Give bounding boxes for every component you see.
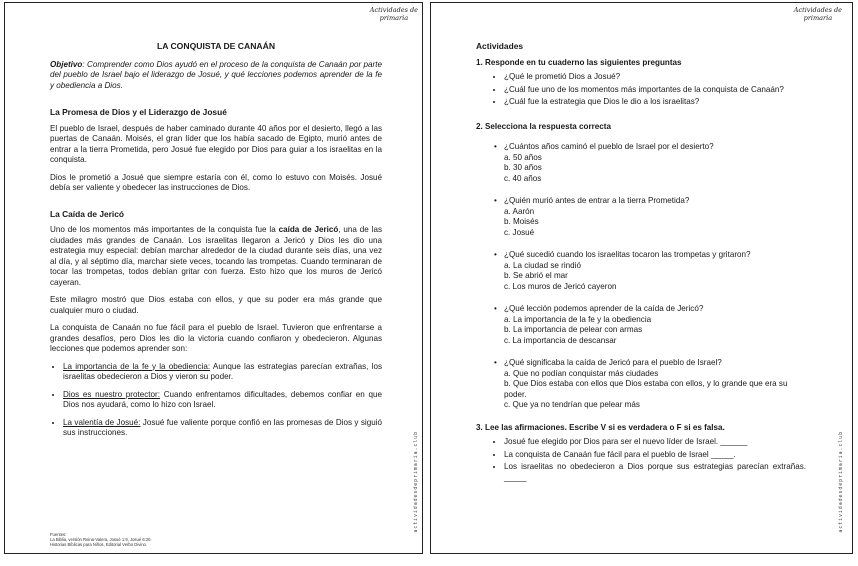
mcq-option: c. Josué — [504, 227, 535, 237]
mcq-question: • ¿Quién murió antes de entrar a la tierra Prometida? — [476, 196, 806, 207]
brand-logo: Actividades de primaria — [369, 6, 418, 22]
sources: Fuentes: La Biblia, versión Reina-Valera, Josué 1:9, Josué 6:20. Historias Bíblicas para Niños, Editorial Verbo Divino. — [50, 532, 152, 547]
objective-text: : Comprender como Dios ayudó en el proceso de la conquista de Canaán por parte del pueblo de Israel bajo el liderazgo de Josué, y qué lecciones podemos aprender de la fe y obediencia a Dios. — [50, 59, 382, 90]
list-item: • Josué fue elegido por Dios para ser el nuevo líder de Israel. ______ — [504, 437, 806, 448]
activities-page — [430, 2, 853, 554]
objective — [50, 60, 382, 92]
list-item: • ¿Qué le prometió Dios a Josué? — [504, 72, 806, 83]
section-title-promise: La Promesa de Dios y el Liderazgo de Josué — [50, 107, 227, 117]
mcq-item — [476, 304, 806, 346]
mcq-option: a. Que no podían conquistar más ciudades — [504, 368, 659, 378]
paragraph: Uno de los momentos más importantes de la conquista fue la caída de Jericó, una de las ciudades más grandes de Canaán. Los israelitas llegaron a Jericó y Dios les dio una estrategia muy especial: debían marchar alrededor de la ciudad durante seis días, una vez al día, y al séptimo día, marchar siete veces, tocando las trompetas. Cuando terminaran de tocar las trompetas, todos debían gritar con fuerza. Esto hizo que los muros de Jericó cayeran. — [50, 225, 382, 287]
section-3-title: 3. Lee las afirmaciones. Escribe V si es verdadera o F si es falsa. — [476, 422, 725, 432]
brand-logo: Actividades de primaria — [793, 6, 842, 22]
paragraph: El pueblo de Israel, después de haber caminado durante 40 años por el desierto, llegó a las puertas de Canaán. Moisés, el gran líder que los había sacado de Egipto, murió antes de entrar a la tierra Prometida, pero Josué fue elegido por Dios para guiar a los israelitas en la conquista. — [50, 123, 382, 164]
mcq-option: a. Aarón — [504, 206, 535, 216]
mcq-question: • ¿Qué lección podemos aprender de la caída de Jericó? — [476, 304, 806, 315]
mcq-option: a. 50 años — [504, 152, 542, 162]
mcq-question: • ¿Qué significaba la caída de Jericó para el pueblo de Israel? — [476, 358, 806, 369]
section-1-title: 1. Responde en tu cuaderno las siguientes preguntas — [476, 57, 682, 67]
mcq-option: a. La importancia de la fe y la obediencia — [504, 314, 652, 324]
list-item: • La importancia de la fe y la obediencia: Aunque las estrategias parecían extrañas, los israelitas obedecieron a Dios y vieron su poder. — [63, 362, 382, 383]
activities-content — [476, 41, 806, 497]
true-false-list — [476, 437, 806, 483]
mcq-question: • ¿Qué sucedió cuando los israelitas tocaron las trompetas y gritaron? — [476, 250, 806, 261]
mcq-option: b. 30 años — [504, 163, 542, 172]
list-item: • Los israelitas no obedecieron a Dios porque sus estrategias parecían extrañas. _____ — [504, 462, 806, 483]
mcq-option: b. Se abrió el mar — [504, 271, 568, 280]
mcq-option: b. Moisés — [504, 217, 539, 226]
activities-title: Actividades — [476, 41, 524, 51]
section-title-jericho: La Caída de Jericó — [50, 208, 125, 219]
mcq-item — [476, 196, 806, 238]
mcq-option: c. Los muros de Jericó cayeron — [504, 281, 617, 291]
side-watermark: actividadesdeprimaria.club — [838, 431, 844, 533]
page-title: LA CONQUISTA DE CANAÁN — [156, 41, 276, 51]
side-watermark: actividadesdeprimaria.club — [413, 431, 419, 533]
objective-label: Objetivo — [50, 59, 83, 69]
mcq-item — [476, 142, 806, 184]
list-item: • ¿Cuál fue uno de los momentos más importantes de la conquista de Canaán? — [504, 85, 806, 96]
reading-content — [50, 41, 382, 446]
mcq-option: a. La ciudad se rindió — [504, 260, 581, 270]
list-item: • La valentía de Josué: Josué fue valiente porque confió en las promesas de Dios y siguió sus instrucciones. — [63, 418, 382, 439]
mcq-option: b. La importancia de pelear con armas — [504, 325, 643, 334]
section-2-title: 2. Selecciona la respuesta correcta — [476, 121, 611, 131]
open-questions — [476, 72, 806, 108]
mcq-item — [476, 358, 806, 411]
paragraph: Dios le prometió a Josué que siempre estaría con él, como lo estuvo con Moisés. Josué debía ser valiente y obedecer las instrucciones de Dios. — [50, 172, 382, 192]
mcq-option: b. Que Dios estaba con ellos que Dios estaba con ellos, y lo grande que era su poder. — [504, 379, 788, 399]
mcq-option: c. La importancia de descansar — [504, 335, 617, 345]
paragraph: Este milagro mostró que Dios estaba con ellos, y que su poder era más grande que cualquier muro o ciudad. — [50, 295, 382, 315]
paragraph: La conquista de Canaán no fue fácil para el pueblo de Israel. Tuvieron que enfrentarse a grandes desafíos, pero Dios les dio la victoria cuando confiaron y obedecieron. Algunas lecciones que podemos aprender son: — [50, 323, 382, 353]
lessons-list — [50, 362, 382, 439]
mcq-item — [476, 250, 806, 292]
list-item: • ¿Cuál fue la estrategia que Dios le dio a los israelitas? — [504, 97, 806, 108]
emphasis: caída de Jericó — [278, 225, 339, 234]
list-item: • La conquista de Canaán fue fácil para el pueblo de Israel _____. — [504, 450, 806, 461]
mcq-question: • ¿Cuántos años caminó el pueblo de Israel por el desierto? — [476, 142, 806, 153]
list-item: • Dios es nuestro protector: Cuando enfrentamos dificultades, debemos confiar en que Dios nos ayudará, como lo hizo con Israel. — [63, 390, 382, 411]
mcq-option: c. 40 años — [504, 173, 542, 183]
reading-page — [4, 2, 423, 554]
mcq-option: c. Que ya no tendrían que pelear más — [504, 400, 640, 409]
